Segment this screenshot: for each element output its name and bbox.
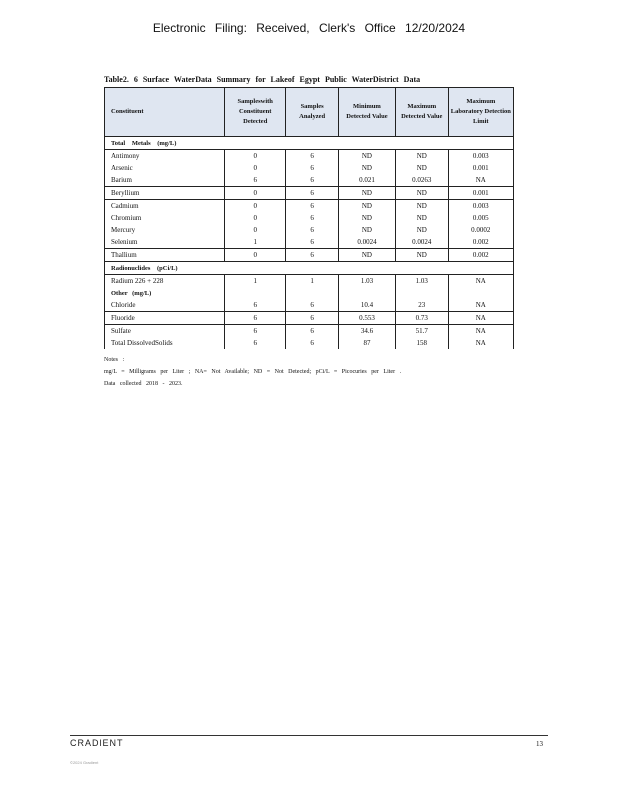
- cell-max: ND: [395, 212, 448, 224]
- cell-analyzed: 6: [286, 325, 339, 338]
- column-header-samples-detected: Sampleswith Constituent Detected: [225, 88, 286, 137]
- cell-min: 0.553: [338, 312, 395, 325]
- cell-analyzed: 6: [286, 200, 339, 213]
- cell-limit: 0.005: [448, 212, 513, 224]
- cell-constituent: Total DissolvedSolids: [105, 337, 225, 349]
- cell-analyzed: 6: [286, 249, 339, 262]
- cell-constituent: Arsenic: [105, 162, 225, 174]
- column-header-maximum-value: Maximum Detected Value: [395, 88, 448, 137]
- cell-constituent: Chloride: [105, 299, 225, 312]
- section-row-other: [105, 287, 514, 299]
- section-row-total-metals: [105, 137, 514, 150]
- cell-limit: 0.002: [448, 236, 513, 249]
- cell-limit: NA: [448, 275, 513, 288]
- table-row: [105, 162, 514, 174]
- cell-min: ND: [338, 187, 395, 200]
- table-header-row: [105, 88, 514, 137]
- cell-limit: 0.002: [448, 249, 513, 262]
- section-row-radionuclides: [105, 262, 514, 275]
- cell-detected: 1: [225, 236, 286, 249]
- cell-detected: 0: [225, 187, 286, 200]
- table-row: [105, 312, 514, 325]
- table-notes: [104, 354, 401, 390]
- table-title: Table2. 6 Surface WaterData Summary for Lakeof Egypt Public WaterDistrict Data: [104, 75, 421, 84]
- cell-detected: 0: [225, 224, 286, 236]
- cell-max: ND: [395, 200, 448, 213]
- cell-detected: 1: [225, 275, 286, 288]
- cell-limit: 0.003: [448, 150, 513, 163]
- column-header-samples-analyzed: Samples Analyzed: [286, 88, 339, 137]
- cell-constituent: Cadmium: [105, 200, 225, 213]
- cell-min: ND: [338, 224, 395, 236]
- table-row: [105, 224, 514, 236]
- table-row: [105, 275, 514, 288]
- cell-min: 34.6: [338, 325, 395, 338]
- cell-analyzed: 6: [286, 187, 339, 200]
- cell-max: 1.03: [395, 275, 448, 288]
- table-row: [105, 200, 514, 213]
- cell-detected: 0: [225, 200, 286, 213]
- table-row: [105, 187, 514, 200]
- cell-min: ND: [338, 200, 395, 213]
- table-row: [105, 236, 514, 249]
- cell-min: ND: [338, 162, 395, 174]
- table-row: [105, 150, 514, 163]
- cell-max: 0.0024: [395, 236, 448, 249]
- table-row: [105, 325, 514, 338]
- cell-detected: 0: [225, 162, 286, 174]
- cell-constituent: Fluoride: [105, 312, 225, 325]
- cell-detected: 6: [225, 337, 286, 349]
- cell-limit: NA: [448, 174, 513, 187]
- cell-limit: 0.003: [448, 200, 513, 213]
- column-header-detection-limit: Maximum Laboratory Detection Limit: [448, 88, 513, 137]
- cell-analyzed: 6: [286, 212, 339, 224]
- cell-max: ND: [395, 224, 448, 236]
- table-row: [105, 249, 514, 262]
- cell-min: ND: [338, 212, 395, 224]
- cell-constituent: Antimony: [105, 150, 225, 163]
- cell-analyzed: 6: [286, 337, 339, 349]
- cell-max: 158: [395, 337, 448, 349]
- cell-detected: 0: [225, 150, 286, 163]
- cell-constituent: Radium 226 + 228: [105, 275, 225, 288]
- column-header-minimum-value: Minimum Detected Value: [338, 88, 395, 137]
- cell-max: ND: [395, 162, 448, 174]
- cell-analyzed: 1: [286, 275, 339, 288]
- table-row: [105, 212, 514, 224]
- cell-constituent: Chromium: [105, 212, 225, 224]
- cell-analyzed: 6: [286, 236, 339, 249]
- cell-constituent: Beryllium: [105, 187, 225, 200]
- cell-min: 87: [338, 337, 395, 349]
- cell-max: ND: [395, 150, 448, 163]
- cell-constituent: Thallium: [105, 249, 225, 262]
- footer-divider: [70, 735, 548, 736]
- cell-min: 0.0024: [338, 236, 395, 249]
- cell-analyzed: 6: [286, 150, 339, 163]
- notes-abbreviations: mg/L = Milligrams per Liter ; NA= Not Available; ND = Not Detected; pCi/L = Picocuries per Liter .: [104, 369, 402, 375]
- cell-limit: 0.001: [448, 162, 513, 174]
- cell-analyzed: 6: [286, 224, 339, 236]
- cell-constituent: Sulfate: [105, 325, 225, 338]
- footer-fine-print: ©2024 Gradient: [70, 760, 99, 765]
- cell-min: 0.021: [338, 174, 395, 187]
- section-label: Radionuclides (pCi/L): [105, 262, 514, 275]
- cell-detected: 6: [225, 174, 286, 187]
- cell-analyzed: 6: [286, 174, 339, 187]
- cell-analyzed: 6: [286, 312, 339, 325]
- cell-constituent: Barium: [105, 174, 225, 187]
- section-label: Total Metals (mg/L): [105, 137, 514, 150]
- cell-constituent: Selenium: [105, 236, 225, 249]
- table-row: [105, 174, 514, 187]
- cell-min: 1.03: [338, 275, 395, 288]
- cell-max: ND: [395, 249, 448, 262]
- cell-detected: 6: [225, 299, 286, 312]
- cell-limit: NA: [448, 312, 513, 325]
- cell-max: 0.0263: [395, 174, 448, 187]
- cell-limit: NA: [448, 299, 513, 312]
- cell-min: 10.4: [338, 299, 395, 312]
- cell-analyzed: 6: [286, 299, 339, 312]
- page-number: 13: [536, 740, 543, 748]
- cell-limit: NA: [448, 325, 513, 338]
- cell-limit: 0.001: [448, 187, 513, 200]
- cell-detected: 6: [225, 325, 286, 338]
- surface-water-data-table: [104, 87, 514, 349]
- cell-max: 23: [395, 299, 448, 312]
- cell-max: 0.73: [395, 312, 448, 325]
- table-row: [105, 299, 514, 312]
- notes-data-period: Data collected 2018 - 2023.: [104, 381, 183, 387]
- section-label: Other (mg/L): [105, 287, 225, 299]
- cell-detected: 0: [225, 212, 286, 224]
- cell-detected: 0: [225, 249, 286, 262]
- table-row: [105, 337, 514, 349]
- cell-min: ND: [338, 249, 395, 262]
- cell-max: 51.7: [395, 325, 448, 338]
- cell-detected: 6: [225, 312, 286, 325]
- gradient-logo: CRADlENT: [70, 738, 124, 748]
- cell-limit: 0.0002: [448, 224, 513, 236]
- filing-stamp-header: Electronic Filing: Received, Clerk's Office 12/20/2024: [152, 21, 466, 35]
- column-header-constituent: Constituent: [105, 88, 225, 137]
- cell-min: ND: [338, 150, 395, 163]
- cell-constituent: Mercury: [105, 224, 225, 236]
- cell-limit: NA: [448, 337, 513, 349]
- cell-analyzed: 6: [286, 162, 339, 174]
- cell-max: ND: [395, 187, 448, 200]
- notes-label: Notes :: [104, 357, 125, 363]
